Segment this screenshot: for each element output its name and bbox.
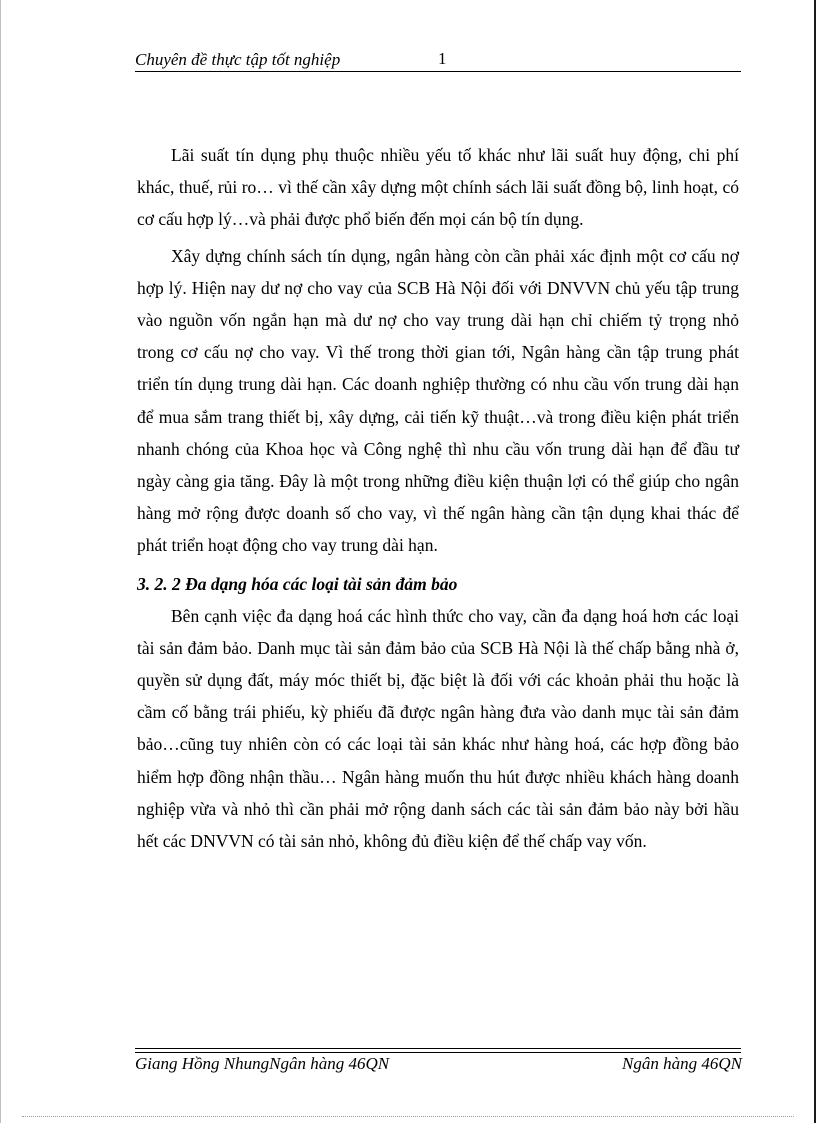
- footer-department: Ngân hàng 46QN: [622, 1054, 742, 1073]
- header-rule: [135, 71, 741, 72]
- page-left-edge: [0, 0, 1, 1123]
- section-heading: 3. 2. 2 Đa dạng hóa các loại tài sản đảm bảo: [137, 573, 458, 594]
- footer-rule-bottom: [135, 1052, 741, 1053]
- footer-author: Giang Hồng NhungNgân hàng 46QN: [135, 1054, 390, 1073]
- document-body: [137, 139, 739, 857]
- paragraph-debt-structure: Xây dựng chính sách tín dụng, ngân hàng còn cần phải xác định một cơ cấu nợ hợp lý. Hiện nay dư nợ cho vay của SCB Hà Nội đối với DNVVN chủ yếu tập trung vào nguồn vốn ngắn hạn mà dư nợ cho vay trung dài hạn chỉ chiếm tỷ trọng nhỏ trong cơ cấu nợ cho vay. Vì thế trong thời gian tới, Ngân hàng cần tập trung phát triển tín dụng trung dài hạn. Các doanh nghiệp thường có nhu cầu vốn trung dài hạn để mua sắm trang thiết bị, xây dựng, cải tiến kỹ thuật…và trong điều kiện phát triển nhanh chóng của Khoa học và Công nghệ thì nhu cầu vốn trung dài hạn để đầu tư ngày càng gia tăng. Đây là một trong những điều kiện thuận lợi có thể giúp cho ngân hàng mở rộng được doanh số cho vay, vì thế ngân hàng cần tận dụng khai thác để phát triển hoạt động cho vay trung dài hạn.: [137, 245, 739, 556]
- paragraph-collateral-diversification: Bên cạnh việc đa dạng hoá các hình thức cho vay, cần đa dạng hoá hơn các loại tài sản đảm bảo. Danh mục tài sản đảm bảo của SCB Hà Nội là thế chấp bằng nhà ở, quyền sử dụng đất, máy móc thiết bị, đặc biệt là đối với các khoản phải thu hoặc là cầm cố bằng trái phiếu, kỳ phiếu đã được ngân hàng đưa vào danh mục tài sản đảm bảo…cũng tuy nhiên còn có các loại tài sản khác như hàng hoá, các hợp đồng bảo hiểm hợp đồng nhận thầu… Ngân hàng muốn thu hút được nhiều khách hàng doanh nghiệp vừa và nhỏ thì cần phải mở rộng danh sách các tài sản đảm bảo này bởi hầu hết các DNVVN có tài sản nhỏ, không đủ điều kiện để thế chấp vay vốn.: [137, 605, 739, 852]
- page-bottom-dotted-border: [22, 1116, 794, 1117]
- page-header: [135, 48, 741, 72]
- footer-rule-top: [135, 1048, 741, 1049]
- page-number: 1: [438, 49, 447, 68]
- paragraph-interest-rate-policy: Lãi suất tín dụng phụ thuộc nhiều yếu tố khác như lãi suất huy động, chi phí khác, thuế, rủi ro… vì thế cần xây dựng một chính sách lãi suất đồng bộ, linh hoạt, có cơ cấu hợp lý…và phải được phổ biến đến mọi cán bộ tín dụng.: [137, 145, 739, 230]
- header-title: Chuyên đề thực tập tốt nghiệp: [135, 50, 341, 69]
